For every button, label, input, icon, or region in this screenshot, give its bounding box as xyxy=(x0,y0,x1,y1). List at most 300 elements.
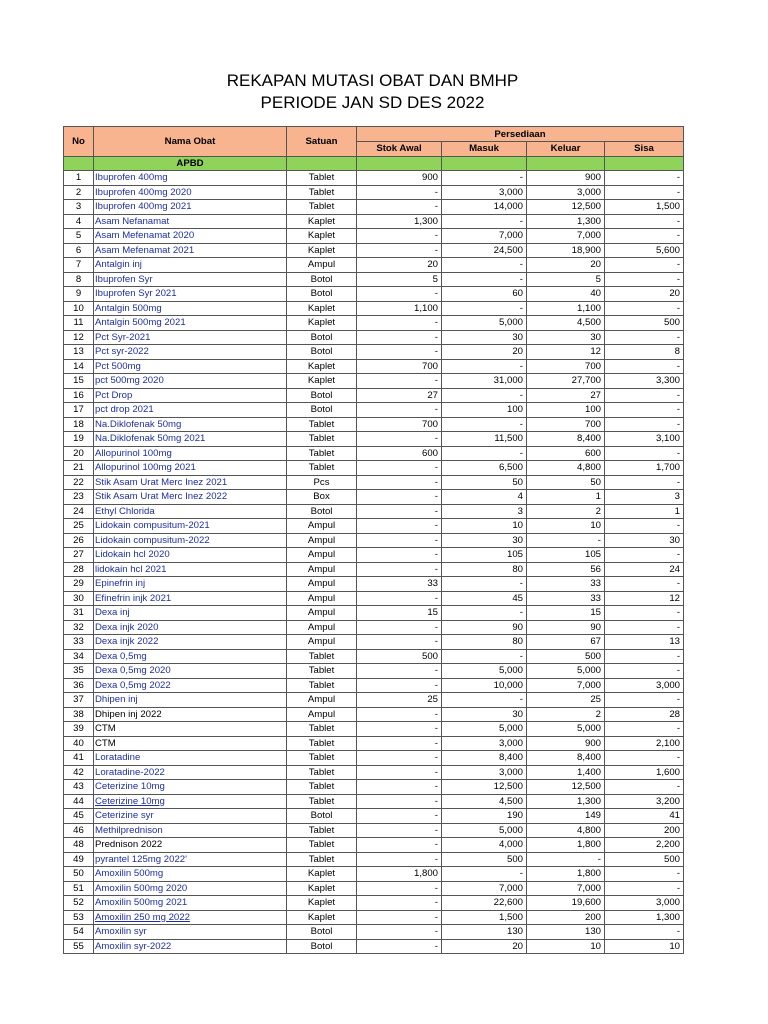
cell-keluar: 90 xyxy=(527,620,605,635)
cell-no: 2 xyxy=(64,185,94,200)
cell-sisa: - xyxy=(605,867,684,882)
cell-satuan: Botol xyxy=(287,504,357,519)
cell-keluar: 1,300 xyxy=(527,214,605,229)
section-row-apbd xyxy=(64,156,684,171)
cell-sisa: 1,300 xyxy=(605,910,684,925)
cell-stok-awal: - xyxy=(357,316,442,331)
cell-nama-obat: pct drop 2021 xyxy=(94,403,287,418)
table-row xyxy=(64,490,684,505)
cell-nama-obat: Epinefrin inj xyxy=(94,577,287,592)
cell-nama-obat: Ibuprofen 400mg xyxy=(94,171,287,186)
header-satuan: Satuan xyxy=(287,127,357,157)
cell-keluar: 30 xyxy=(527,330,605,345)
cell-satuan: Tablet xyxy=(287,780,357,795)
table-header-row-1 xyxy=(64,127,684,142)
cell-stok-awal: - xyxy=(357,925,442,940)
cell-sisa: - xyxy=(605,606,684,621)
cell-nama-obat: Pct Drop xyxy=(94,388,287,403)
cell-stok-awal: 700 xyxy=(357,417,442,432)
cell-keluar: 2 xyxy=(527,707,605,722)
cell-sisa: - xyxy=(605,446,684,461)
cell-nama-obat: Amoxilin syr xyxy=(94,925,287,940)
cell-no: 35 xyxy=(64,664,94,679)
cell-satuan: Ampul xyxy=(287,519,357,534)
cell-masuk: 24,500 xyxy=(442,243,527,258)
cell-nama-obat: Allopurinol 100mg 2021 xyxy=(94,461,287,476)
table-row xyxy=(64,751,684,766)
cell-masuk: - xyxy=(442,417,527,432)
stock-mutation-table xyxy=(63,126,684,954)
table-row xyxy=(64,649,684,664)
cell-stok-awal: - xyxy=(357,374,442,389)
section-cell-empty xyxy=(64,156,94,171)
cell-sisa: - xyxy=(605,620,684,635)
cell-nama-obat: Dexa injk 2020 xyxy=(94,620,287,635)
cell-sisa: - xyxy=(605,577,684,592)
cell-nama-obat: Loratadine-2022 xyxy=(94,765,287,780)
table-row xyxy=(64,548,684,563)
cell-sisa: - xyxy=(605,548,684,563)
cell-satuan: Tablet xyxy=(287,823,357,838)
cell-keluar: 1 xyxy=(527,490,605,505)
cell-satuan: Kaplet xyxy=(287,243,357,258)
table-row xyxy=(64,577,684,592)
cell-nama-obat: Ceterizine 10mg xyxy=(94,794,287,809)
cell-satuan: Tablet xyxy=(287,736,357,751)
cell-masuk: 30 xyxy=(442,707,527,722)
cell-satuan: Tablet xyxy=(287,432,357,447)
table-row xyxy=(64,707,684,722)
cell-sisa: 24 xyxy=(605,562,684,577)
cell-no: 14 xyxy=(64,359,94,374)
table-row xyxy=(64,852,684,867)
cell-masuk: 10 xyxy=(442,519,527,534)
cell-no: 43 xyxy=(64,780,94,795)
cell-masuk: 11,500 xyxy=(442,432,527,447)
cell-stok-awal: - xyxy=(357,838,442,853)
cell-satuan: Botol xyxy=(287,939,357,954)
cell-stok-awal: - xyxy=(357,678,442,693)
cell-no: 50 xyxy=(64,867,94,882)
cell-nama-obat: Lidokain hcl 2020 xyxy=(94,548,287,563)
table-row xyxy=(64,533,684,548)
cell-stok-awal: - xyxy=(357,910,442,925)
cell-keluar: 20 xyxy=(527,258,605,273)
cell-satuan: Ampul xyxy=(287,693,357,708)
cell-no: 6 xyxy=(64,243,94,258)
header-persediaan: Persediaan xyxy=(357,127,684,142)
cell-no: 36 xyxy=(64,678,94,693)
cell-no: 54 xyxy=(64,925,94,940)
table-row xyxy=(64,287,684,302)
cell-no: 13 xyxy=(64,345,94,360)
cell-keluar: 12 xyxy=(527,345,605,360)
table-row xyxy=(64,939,684,954)
cell-no: 27 xyxy=(64,548,94,563)
cell-sisa: - xyxy=(605,519,684,534)
table-row xyxy=(64,736,684,751)
cell-masuk: 100 xyxy=(442,403,527,418)
cell-masuk: 31,000 xyxy=(442,374,527,389)
table-row xyxy=(64,243,684,258)
report-title-line1: REKAPAN MUTASI OBAT DAN BMHP xyxy=(226,71,519,90)
cell-masuk: - xyxy=(442,359,527,374)
cell-sisa: - xyxy=(605,780,684,795)
cell-stok-awal: - xyxy=(357,548,442,563)
cell-masuk: 90 xyxy=(442,620,527,635)
cell-sisa: 1,500 xyxy=(605,200,684,215)
cell-stok-awal: - xyxy=(357,475,442,490)
cell-masuk: 80 xyxy=(442,562,527,577)
table-row xyxy=(64,519,684,534)
cell-keluar: 7,000 xyxy=(527,881,605,896)
cell-masuk: 12,500 xyxy=(442,780,527,795)
cell-masuk: 190 xyxy=(442,809,527,824)
cell-masuk: 5,000 xyxy=(442,316,527,331)
table-row xyxy=(64,693,684,708)
cell-satuan: Tablet xyxy=(287,722,357,737)
cell-keluar: 1,100 xyxy=(527,301,605,316)
cell-sisa: - xyxy=(605,417,684,432)
cell-stok-awal: - xyxy=(357,896,442,911)
cell-satuan: Ampul xyxy=(287,562,357,577)
cell-keluar: 7,000 xyxy=(527,229,605,244)
cell-masuk: 5,000 xyxy=(442,823,527,838)
cell-masuk: 14,000 xyxy=(442,200,527,215)
cell-no: 24 xyxy=(64,504,94,519)
cell-no: 49 xyxy=(64,852,94,867)
cell-keluar: - xyxy=(527,852,605,867)
cell-keluar: 100 xyxy=(527,403,605,418)
cell-keluar: 33 xyxy=(527,577,605,592)
cell-keluar: 8,400 xyxy=(527,751,605,766)
cell-satuan: Tablet xyxy=(287,417,357,432)
header-stok-awal: Stok Awal xyxy=(357,142,442,157)
cell-keluar: 12,500 xyxy=(527,200,605,215)
cell-sisa: - xyxy=(605,301,684,316)
cell-no: 28 xyxy=(64,562,94,577)
table-row xyxy=(64,171,684,186)
cell-stok-awal: 1,100 xyxy=(357,301,442,316)
table-row xyxy=(64,838,684,853)
cell-no: 19 xyxy=(64,432,94,447)
table-row xyxy=(64,229,684,244)
cell-stok-awal: 33 xyxy=(357,577,442,592)
cell-sisa: 1,700 xyxy=(605,461,684,476)
cell-stok-awal: - xyxy=(357,229,442,244)
cell-no: 38 xyxy=(64,707,94,722)
cell-stok-awal: - xyxy=(357,562,442,577)
cell-nama-obat: Ceterizine syr xyxy=(94,809,287,824)
table-row xyxy=(64,475,684,490)
cell-nama-obat: Ibuprofen Syr xyxy=(94,272,287,287)
cell-satuan: Ampul xyxy=(287,591,357,606)
cell-no: 17 xyxy=(64,403,94,418)
cell-no: 52 xyxy=(64,896,94,911)
cell-no: 51 xyxy=(64,881,94,896)
cell-stok-awal: - xyxy=(357,823,442,838)
cell-satuan: Kaplet xyxy=(287,896,357,911)
table-row xyxy=(64,925,684,940)
cell-sisa: - xyxy=(605,722,684,737)
header-nama-obat: Nama Obat xyxy=(94,127,287,157)
header-sisa: Sisa xyxy=(605,142,684,157)
cell-masuk: - xyxy=(442,867,527,882)
cell-sisa: 500 xyxy=(605,316,684,331)
cell-stok-awal: - xyxy=(357,519,442,534)
cell-stok-awal: - xyxy=(357,707,442,722)
cell-sisa: - xyxy=(605,258,684,273)
cell-masuk: 3,000 xyxy=(442,185,527,200)
cell-satuan: Ampul xyxy=(287,620,357,635)
cell-masuk: 130 xyxy=(442,925,527,940)
cell-keluar: - xyxy=(527,533,605,548)
cell-stok-awal: - xyxy=(357,591,442,606)
cell-nama-obat: Dhipen inj 2022 xyxy=(94,707,287,722)
cell-stok-awal: - xyxy=(357,533,442,548)
table-row xyxy=(64,272,684,287)
cell-stok-awal: - xyxy=(357,490,442,505)
cell-no: 53 xyxy=(64,910,94,925)
cell-satuan: Botol xyxy=(287,330,357,345)
cell-satuan: Tablet xyxy=(287,664,357,679)
table-row xyxy=(64,606,684,621)
cell-stok-awal: - xyxy=(357,809,442,824)
table-row xyxy=(64,867,684,882)
cell-no: 21 xyxy=(64,461,94,476)
cell-masuk: - xyxy=(442,388,527,403)
table-row xyxy=(64,330,684,345)
cell-no: 44 xyxy=(64,794,94,809)
cell-stok-awal: - xyxy=(357,939,442,954)
cell-no: 34 xyxy=(64,649,94,664)
cell-keluar: 900 xyxy=(527,171,605,186)
cell-sisa: 1 xyxy=(605,504,684,519)
cell-stok-awal: 700 xyxy=(357,359,442,374)
cell-nama-obat: Amoxilin 250 mg 2022 xyxy=(94,910,287,925)
cell-satuan: Ampul xyxy=(287,707,357,722)
cell-nama-obat: Lidokain compusitum-2022 xyxy=(94,533,287,548)
cell-satuan: Kaplet xyxy=(287,374,357,389)
cell-nama-obat: Amoxilin syr-2022 xyxy=(94,939,287,954)
cell-keluar: 1,800 xyxy=(527,867,605,882)
cell-sisa: 1,600 xyxy=(605,765,684,780)
section-cell-empty xyxy=(605,156,684,171)
cell-satuan: Ampul xyxy=(287,606,357,621)
cell-sisa: - xyxy=(605,229,684,244)
cell-sisa: 3,000 xyxy=(605,678,684,693)
cell-satuan: Ampul xyxy=(287,533,357,548)
cell-no: 26 xyxy=(64,533,94,548)
cell-masuk: - xyxy=(442,258,527,273)
cell-no: 12 xyxy=(64,330,94,345)
cell-stok-awal: - xyxy=(357,287,442,302)
cell-satuan: Botol xyxy=(287,345,357,360)
cell-nama-obat: lidokain hcl 2021 xyxy=(94,562,287,577)
table-row xyxy=(64,432,684,447)
cell-sisa: - xyxy=(605,881,684,896)
cell-nama-obat: Pct syr-2022 xyxy=(94,345,287,360)
cell-nama-obat: Ceterizine 10mg xyxy=(94,780,287,795)
cell-satuan: Kaplet xyxy=(287,359,357,374)
cell-keluar: 1,400 xyxy=(527,765,605,780)
cell-stok-awal: 900 xyxy=(357,171,442,186)
cell-no: 37 xyxy=(64,693,94,708)
cell-keluar: 600 xyxy=(527,446,605,461)
cell-no: 20 xyxy=(64,446,94,461)
cell-satuan: Tablet xyxy=(287,838,357,853)
cell-keluar: 130 xyxy=(527,925,605,940)
cell-no: 39 xyxy=(64,722,94,737)
cell-masuk: 8,400 xyxy=(442,751,527,766)
cell-satuan: Kaplet xyxy=(287,316,357,331)
cell-masuk: - xyxy=(442,649,527,664)
cell-stok-awal: 1,300 xyxy=(357,214,442,229)
cell-satuan: Kaplet xyxy=(287,910,357,925)
cell-masuk: - xyxy=(442,171,527,186)
cell-stok-awal: - xyxy=(357,461,442,476)
cell-no: 23 xyxy=(64,490,94,505)
table-row xyxy=(64,374,684,389)
cell-nama-obat: pyrantel 125mg 2022' xyxy=(94,852,287,867)
cell-sisa: 30 xyxy=(605,533,684,548)
cell-stok-awal: - xyxy=(357,765,442,780)
cell-satuan: Tablet xyxy=(287,794,357,809)
cell-masuk: 5,000 xyxy=(442,664,527,679)
cell-no: 7 xyxy=(64,258,94,273)
section-label: APBD xyxy=(94,156,287,171)
cell-keluar: 900 xyxy=(527,736,605,751)
cell-sisa: - xyxy=(605,751,684,766)
table-row xyxy=(64,301,684,316)
cell-sisa: 20 xyxy=(605,287,684,302)
cell-keluar: 56 xyxy=(527,562,605,577)
cell-masuk: - xyxy=(442,577,527,592)
cell-keluar: 700 xyxy=(527,359,605,374)
cell-keluar: 4,800 xyxy=(527,823,605,838)
cell-no: 16 xyxy=(64,388,94,403)
cell-keluar: 67 xyxy=(527,635,605,650)
cell-sisa: 8 xyxy=(605,345,684,360)
cell-nama-obat: Asam Nefanamat xyxy=(94,214,287,229)
cell-no: 4 xyxy=(64,214,94,229)
table-row xyxy=(64,316,684,331)
cell-nama-obat: Stik Asam Urat Merc Inez 2022 xyxy=(94,490,287,505)
cell-keluar: 15 xyxy=(527,606,605,621)
cell-keluar: 200 xyxy=(527,910,605,925)
cell-masuk: 80 xyxy=(442,635,527,650)
cell-satuan: Botol xyxy=(287,388,357,403)
cell-nama-obat: Dexa 0,5mg 2022 xyxy=(94,678,287,693)
cell-keluar: 27 xyxy=(527,388,605,403)
cell-sisa: 3,300 xyxy=(605,374,684,389)
cell-no: 10 xyxy=(64,301,94,316)
cell-sisa: - xyxy=(605,388,684,403)
cell-nama-obat: Lidokain compusitum-2021 xyxy=(94,519,287,534)
cell-stok-awal: - xyxy=(357,780,442,795)
cell-keluar: 33 xyxy=(527,591,605,606)
cell-stok-awal: 5 xyxy=(357,272,442,287)
cell-nama-obat: CTM xyxy=(94,736,287,751)
cell-masuk: - xyxy=(442,693,527,708)
cell-stok-awal: - xyxy=(357,504,442,519)
cell-stok-awal: 15 xyxy=(357,606,442,621)
table-row xyxy=(64,200,684,215)
cell-no: 30 xyxy=(64,591,94,606)
cell-nama-obat: Ibuprofen 400mg 2020 xyxy=(94,185,287,200)
table-row xyxy=(64,591,684,606)
cell-satuan: Ampul xyxy=(287,635,357,650)
table-row xyxy=(64,403,684,418)
cell-no: 8 xyxy=(64,272,94,287)
cell-sisa: - xyxy=(605,272,684,287)
cell-keluar: 10 xyxy=(527,519,605,534)
cell-nama-obat: Ibuprofen Syr 2021 xyxy=(94,287,287,302)
cell-sisa: - xyxy=(605,171,684,186)
cell-no: 5 xyxy=(64,229,94,244)
cell-satuan: Tablet xyxy=(287,171,357,186)
cell-masuk: 20 xyxy=(442,345,527,360)
cell-keluar: 10 xyxy=(527,939,605,954)
header-keluar: Keluar xyxy=(527,142,605,157)
cell-sisa: 3,100 xyxy=(605,432,684,447)
section-cell-empty xyxy=(287,156,357,171)
cell-stok-awal: - xyxy=(357,794,442,809)
cell-sisa: 3,000 xyxy=(605,896,684,911)
cell-masuk: 3 xyxy=(442,504,527,519)
cell-nama-obat: Asam Mefenamat 2020 xyxy=(94,229,287,244)
cell-sisa: 5,600 xyxy=(605,243,684,258)
cell-nama-obat: Allopurinol 100mg xyxy=(94,446,287,461)
cell-nama-obat: Pct Syr-2021 xyxy=(94,330,287,345)
cell-stok-awal: - xyxy=(357,664,442,679)
cell-nama-obat: Antalgin 500mg 2021 xyxy=(94,316,287,331)
cell-nama-obat: Dexa injk 2022 xyxy=(94,635,287,650)
cell-stok-awal: 20 xyxy=(357,258,442,273)
cell-masuk: - xyxy=(442,301,527,316)
cell-keluar: 8,400 xyxy=(527,432,605,447)
cell-sisa: 13 xyxy=(605,635,684,650)
cell-masuk: 4,500 xyxy=(442,794,527,809)
table-row xyxy=(64,678,684,693)
table-row xyxy=(64,809,684,824)
cell-keluar: 25 xyxy=(527,693,605,708)
cell-masuk: 30 xyxy=(442,533,527,548)
cell-masuk: 4,000 xyxy=(442,838,527,853)
cell-stok-awal: - xyxy=(357,243,442,258)
cell-satuan: Tablet xyxy=(287,765,357,780)
cell-no: 22 xyxy=(64,475,94,490)
cell-keluar: 105 xyxy=(527,548,605,563)
cell-sisa: 10 xyxy=(605,939,684,954)
cell-no: 48 xyxy=(64,838,94,853)
cell-stok-awal: - xyxy=(357,736,442,751)
cell-masuk: 50 xyxy=(442,475,527,490)
cell-satuan: Tablet xyxy=(287,852,357,867)
cell-nama-obat: pct 500mg 2020 xyxy=(94,374,287,389)
cell-satuan: Kaplet xyxy=(287,881,357,896)
cell-no: 33 xyxy=(64,635,94,650)
cell-keluar: 3,000 xyxy=(527,185,605,200)
table-row xyxy=(64,765,684,780)
cell-satuan: Ampul xyxy=(287,577,357,592)
cell-sisa: - xyxy=(605,403,684,418)
cell-no: 45 xyxy=(64,809,94,824)
table-row xyxy=(64,417,684,432)
cell-keluar: 5 xyxy=(527,272,605,287)
cell-sisa: 28 xyxy=(605,707,684,722)
cell-satuan: Kaplet xyxy=(287,229,357,244)
